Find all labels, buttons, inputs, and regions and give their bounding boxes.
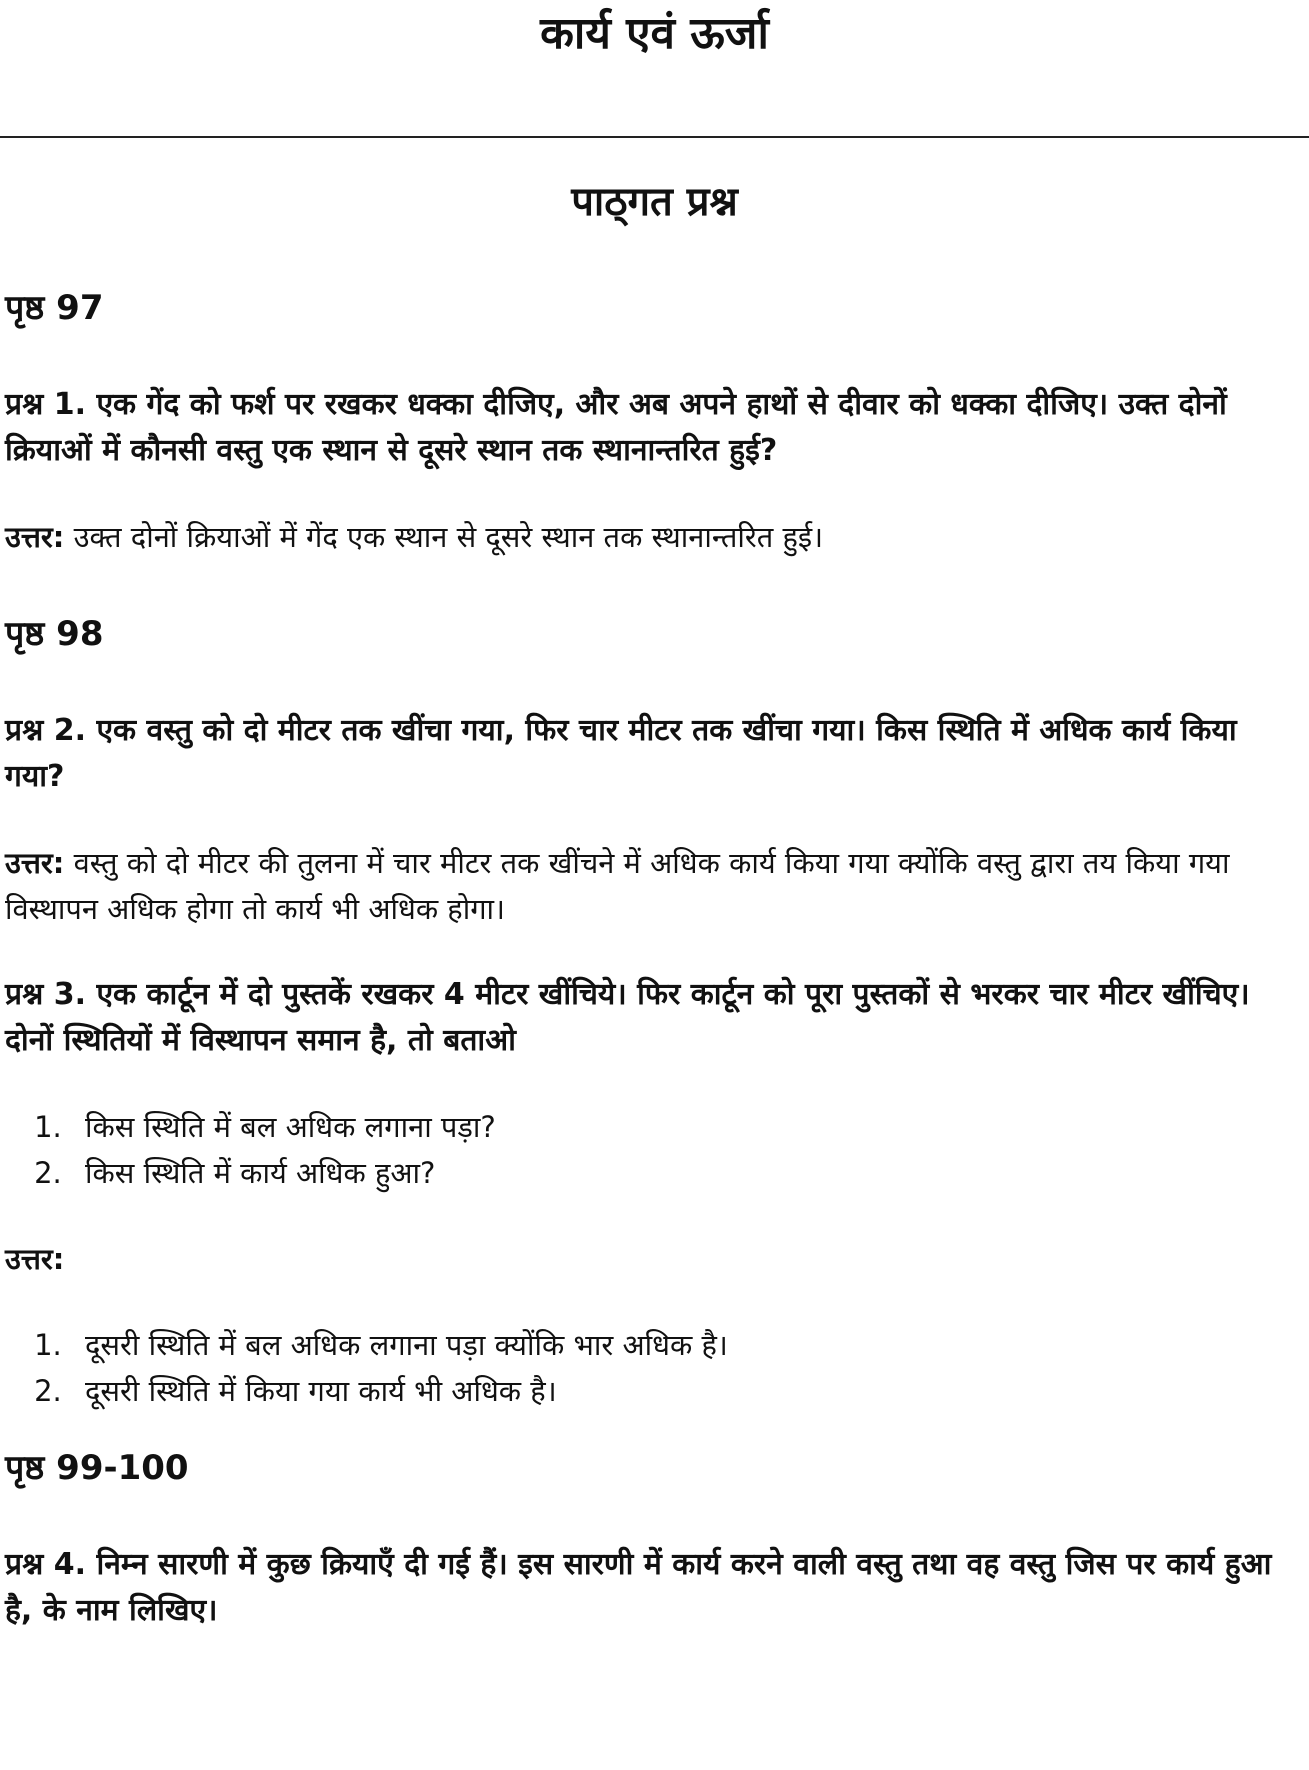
question-4: प्रश्न 4. निम्न सारणी में कुछ क्रियाएँ दी गई हैं। इस सारणी में कार्य करने वाली वस्तु तथा वह वस्तु जिस पर कार्य हुआ है, के नाम लिखिए। xyxy=(5,1547,1272,1628)
answer-label: उत्तर: xyxy=(5,1242,65,1276)
question-2: प्रश्न 2. एक वस्तु को दो मीटर तक खींचा गया, फिर चार मीटर तक खींचा गया। किस स्थिति में अधिक कार्य किया गया? xyxy=(5,713,1237,794)
list-item: 2. दूसरी स्थिति में किया गया कार्य भी अधिक है। xyxy=(71,1368,1300,1414)
page-heading-99-100: पृष्ठ 99-100 xyxy=(5,1448,189,1488)
page-heading-97: पृष्ठ 97 xyxy=(5,288,104,328)
title-divider xyxy=(0,136,1309,138)
list-item: 1. दूसरी स्थिति में बल अधिक लगाना पड़ा क्योंकि भार अधिक है। xyxy=(71,1322,1300,1368)
page-heading-98: पृष्ठ 98 xyxy=(5,614,104,654)
list-item: 2. किस स्थिति में कार्य अधिक हुआ? xyxy=(71,1150,1300,1196)
question-3-subquestions xyxy=(5,1104,1300,1196)
answer-2-text: वस्तु को दो मीटर की तुलना में चार मीटर तक खींचने में अधिक कार्य किया गया क्योंकि वस्तु द्वारा तय किया गया विस्थापन अधिक होगा तो कार्य भी अधिक होगा। xyxy=(5,846,1230,926)
answer-1-text: उक्त दोनों क्रियाओं में गेंद एक स्थान से दूसरे स्थान तक स्थानान्तरित हुई। xyxy=(73,520,824,554)
answer-3-list xyxy=(5,1322,1300,1414)
question-1: प्रश्न 1. एक गेंद को फर्श पर रखकर धक्का दीजिए, और अब अपने हाथों से दीवार को धक्का दीजिए। उक्त दोनों क्रियाओं में कौनसी वस्तु एक स्थान से दूसरे स्थान तक स्थानान्तरित हुई? xyxy=(5,387,1227,468)
answer-label: उत्तर: xyxy=(5,520,65,554)
answer-1 xyxy=(5,514,1300,560)
answer-label: उत्तर: xyxy=(5,846,65,880)
question-3: प्रश्न 3. एक कार्टून में दो पुस्तकें रखकर 4 मीटर खींचिये। फिर कार्टून को पूरा पुस्तकों से भरकर चार मीटर खींचिए। दोनों स्थितियों में विस्थापन समान है, तो बताओ xyxy=(5,977,1250,1058)
answer-2 xyxy=(5,840,1300,932)
answer-3-heading xyxy=(5,1236,1300,1282)
section-title: पाठ्गत प्रश्न xyxy=(571,179,738,225)
chapter-title: कार्य एवं ऊर्जा xyxy=(540,8,769,59)
document-content xyxy=(5,284,1300,1634)
list-item: 1. किस स्थिति में बल अधिक लगाना पड़ा? xyxy=(71,1104,1300,1150)
